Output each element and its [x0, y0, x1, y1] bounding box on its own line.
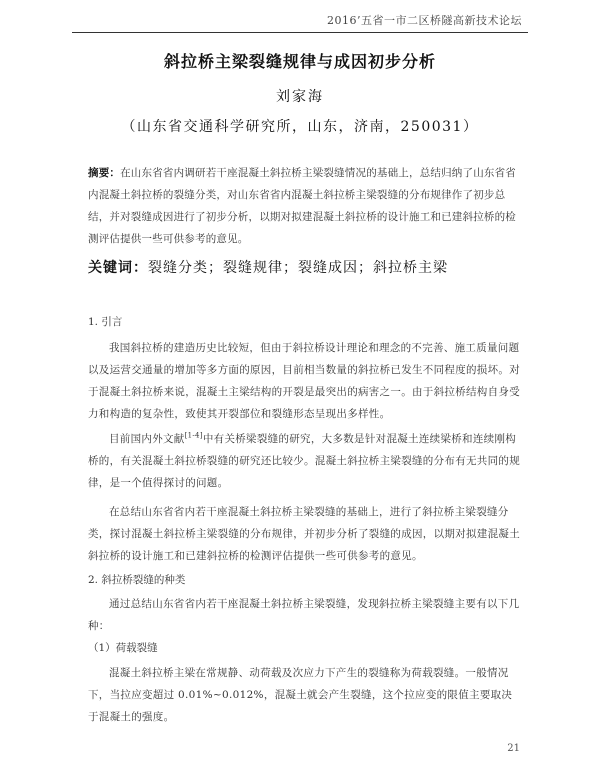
abstract-label: 摘要：	[88, 167, 121, 179]
affiliation: （山东省交通科学研究所，山东，济南，250031）	[121, 119, 479, 135]
paragraph-2	[88, 428, 520, 494]
running-header: 2016’五省一市二区桥隧高新技术论坛	[327, 14, 522, 27]
paragraph-2-end: 中有关桥梁裂缝的研究，大多数是针对混凝土连续梁桥和连续刚构桥的，有关混凝土斜拉桥裂缝的研究还比较少。混凝土斜拉桥主梁裂缝的分布有无共同的规律，是一个值得探讨的问题。	[88, 433, 520, 489]
paragraph-1: 我国斜拉桥的建造历史比较短，但由于斜拉桥设计理论和理念的不完善、施工质量问题以及运营交通量的增加等多方面的原因，目前相当数量的斜拉桥已发生不同程度的损坏。对于混凝土斜拉桥来说，混凝土主梁结构的开裂是最突出的病害之一。由于斜拉桥结构自身受力和构造的复杂性，致使其开裂部位和裂缝形态呈现出多样性。	[88, 342, 520, 420]
keywords-text: 裂缝分类；裂缝规律；裂缝成因；斜拉桥主梁	[148, 260, 448, 276]
abstract	[88, 162, 520, 250]
paragraph-3: 在总结山东省省内若干座混凝土斜拉桥主梁裂缝的基础上，进行了斜拉桥主梁裂缝分类，探讨混凝土斜拉桥主梁裂缝的分布规律，并初步分析了裂缝的成因，以期对拟建混凝土斜拉桥的设计施工和已建斜拉桥的检测评估提供一些可供参考的意见。	[88, 506, 520, 562]
author: 刘家海	[276, 89, 324, 105]
section-heading-crack-types: 2. 斜拉桥裂缝的种类	[88, 574, 186, 586]
section-heading-intro: 1. 引言	[88, 316, 123, 328]
abstract-text: 在山东省省内调研若干座混凝土斜拉桥主梁裂缝情况的基础上，总结归纳了山东省省内混凝土斜拉桥的裂缝分类，对山东省省内混凝土斜拉桥主梁裂缝的分布规律作了初步总结，并对裂缝成因进行了初步分析，以期对拟建混凝土斜拉桥的设计施工和已建斜拉桥的检测评估提供一些可供参考的意见。	[88, 167, 517, 245]
keywords-label: 关键词：	[88, 260, 148, 276]
citation-ref: [1-4]	[184, 431, 203, 440]
page-number: 21	[507, 743, 520, 754]
header-rule	[72, 32, 528, 33]
paragraph-5: 混凝土斜拉桥主梁在常规静、动荷载及次应力下产生的裂缝称为荷载裂缝。一般情况下，当拉应变超过 0.01%~0.012%，混凝土就会产生裂缝，这个拉应变的限值主要取决于混凝土的强度。	[88, 667, 513, 723]
paragraph-2-start: 目前国内外文献	[109, 433, 185, 445]
keywords	[88, 257, 528, 277]
subsection-heading-load-cracks: （1）荷载裂缝	[88, 642, 158, 654]
paper-title: 斜拉桥主梁裂缝规律与成因初步分析	[163, 52, 436, 71]
paragraph-4: 通过总结山东省省内若干座混凝土斜拉桥主梁裂缝，发现斜拉桥主梁裂缝主要有以下几种：	[88, 598, 520, 632]
